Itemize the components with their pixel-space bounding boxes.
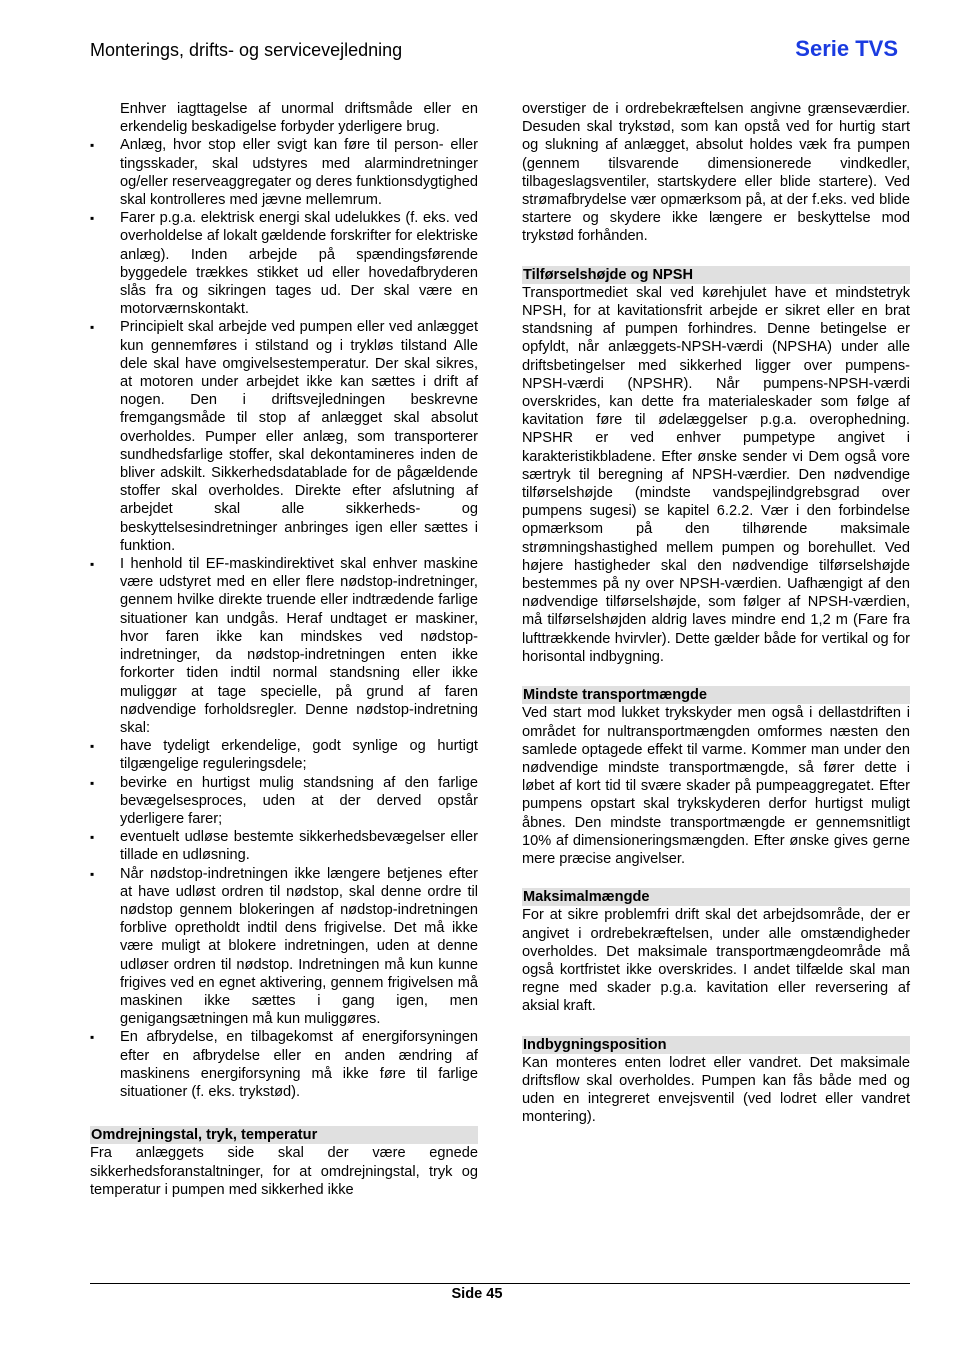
safety-bullet-list: [90, 136, 478, 1101]
section-text: Kan monteres enten lodret eller vandret. Det maksimale driftsflow skal overholdes. Pumpen kan fås både med og uden en integreret envejsventil (ved lodret eller vandret montering).: [522, 1054, 910, 1126]
bullet-item: ▪ Anlæg, hvor stop eller svigt kan føre til person- eller tingsskader, skal udstyres med alarmindretninger og/eller reserveaggregater og deres funktionsdygtighed skal kontrolleres med jævne mellemrum.: [90, 136, 478, 209]
bullet-item: ▪ En afbrydelse, en tilbagekomst af energiforsyningen efter en afbrydelse eller en anden ændring af maskinens energiforsyning må ikke føre til farlige situationer (f. eks. trykstød).: [90, 1028, 478, 1101]
bullet-item: ▪ I henhold til EF-maskindirektivet skal enhver maskine være udstyret med en eller flere nødstop-indretninger, gennem hvilke direkte truende eller indtrædende farlige situationer kan undgås. Heraf undtaget er maskiner, hvor faren ikke kan mindskes ved nødstop-indretninger, da nødstop-indretningen enten ikke forkorter tiden indtil normal standsning eller ikke muliggør at tage specielle, på grund af faren nødvendige forholdsregler. Denne nødstop-indretning skal:: [90, 555, 478, 737]
left-column: [90, 100, 478, 1199]
section-heading: Tilførselshøjde og NPSH: [522, 266, 910, 284]
series-title: Serie TVS: [795, 36, 898, 61]
footer-divider: [90, 1283, 910, 1284]
section-heading: Omdrejningstal, tryk, temperatur: [90, 1126, 478, 1144]
bullet-item: ▪ bevirke en hurtigst mulig standsning af den farlige bevægelsesproces, uden at der derved opstår yderligere farer;: [90, 774, 478, 829]
bullet-item: ▪ Principielt skal arbejde ved pumpen eller ved anlægget kun gennemføres i stilstand og i trykløs tilstand Alle dele skal have omgivelsestemperatur. Der skal sikres, at motoren under arbejdet ikke kan sættes i drift af nogen. Den i driftsvejledningen beskrevne fremgangsmåde til stop af anlægget skal absolut overholdes. Pumper eller anlæg, som transporterer sundhedsfarlige stoffer, skal dekontamineres inden de bliver adskilt. Sikkerhedsdatablade for de pågældende stoffer skal overholdes. Direkte efter afslutning af arbejdet skal alle sikkerheds- og beskyttelsesindretninger anbringes igen eller sættes i funktion.: [90, 318, 478, 555]
section-heading: Mindste transportmængde: [522, 686, 910, 704]
bullet-item: ▪ eventuelt udløse bestemte sikkerhedsbevægelser eller tillade en udløsning.: [90, 828, 478, 864]
section-heading: Maksimalmængde: [522, 888, 910, 906]
page-number: Side 45: [451, 1286, 503, 1302]
right-column: [522, 100, 910, 1127]
bullet-item: ▪ Når nødstop-indretningen ikke længere betjenes efter at have udløst ordren til nødstop, skal denne ordre til nødstop gennem blokeringen af nødstop-indretningen forblive opretholdt indtil dens frigivelse. Det må ikke være muligt at blokere indretningen, uden at denne udløser ordren til nødstop. Indretningen må kun kunne frigives ved en egnet aktivering, gennem frigivelsen må maskinen ikke sættes i gang igen, men genigangsætningen må kun muliggøres.: [90, 865, 478, 1029]
section-text: Transportmediet skal ved kørehjulet have et mindstetryk NPSH, for at kavitationsfrit arbejde er sikret eller en brat standsning af pumpen forhindres. Denne betingelse er opfyldt, når anlæggets-NPSH-værdi (NPSHA) under alle driftsbetingelser med sikkerhed ligger over pumpens-NPSH-værdi (NPSHR). Når pumpens-NPSH-værdi overskrides, kan dette fra materialeskader som følge af kavitation føre til ødelæggelser p.g.a. overophedning. NPSHR er ved enhver pumpetype angivet i karakteristikbladene. Efter ønske sender vi Dem også vore særtryk til beregning af NPSH-værdier. Den nødvendige tilførselshøjde (mindste vandspejlindgrebsgrad over pumpens sugesi) se kapitel 6.2.2. Vær i den forbindelse opmærksom på den tilhørende maksimale strømningshastighed mellem pumpen og borehullet. Ved højere hastigheder skal den nødvendige tilførselshøjde bestemmes på ny over NPSH-værdien. Uafhængigt af den nødvendige tilførselshøjde, som følger af NPSH-værdien, må tilførselshøjden aldrig laves mindre end 1,2 m (Fare fra lufttrækkende hvirvler). Dette gælder både for vertikal og for horisontal indbygning.: [522, 284, 910, 665]
section-heading: Indbygningsposition: [522, 1036, 910, 1054]
bullet-item: ▪ have tydeligt erkendelige, godt synlige og hurtigt tilgængelige reguleringsdele;: [90, 737, 478, 773]
document-title: Monterings, drifts- og servicevejledning: [90, 40, 403, 60]
continuation-paragraph: overstiger de i ordrebekræftelsen angivne grænseværdier. Desuden skal trykstød, som kan opstå ved for hurtig start og slukning af anlægget, absolut holdes væk fra pumpen (gennem tilsvarende dimensionerede vindkedler, tilbageslagsventiler, startskydere eller blide startere). Ved strømafbrydelse vær opmærksom på, at der f.eks. ved blide startere og skydere ikke længere er beskyttelse mod trykstød forhånden.: [522, 101, 910, 245]
bullet-item: ▪ Farer p.g.a. elektrisk energi skal udelukkes (f. eks. ved overholdelse af lokalt gældende forskrifter for elektriske anlæg). Inden arbejde på spændingsførende byggedele trækkes stikket ud eller hovedafbryderen slås fra og sikringen tages ud. Der skal være en motorværnskontakt.: [90, 209, 478, 318]
intro-paragraph: Enhver iagttagelse af unormal driftsmåde eller en erkendelig beskadigelse forbyder yderligere brug.: [120, 101, 478, 136]
section-text: Fra anlæggets side skal der være egnede sikkerhedsforanstaltninger, for at omdrejningstal, tryk og temperatur i pumpen med sikkerhed ikke: [90, 1145, 478, 1198]
section-text: Ved start mod lukket trykskyder men også i dellastdriften i området for nultransportmængden omformes næsten den samlede optagede effekt til varme. Kommer man under den nødvendige mindste transportmængde, så fører dette i løbet af kort tid til svære skader på pumpeaggregatet. Efter pumpens opstart skal trykskyderen derfor hurtigst muligt åbnes. Den mindste transportmængde er gennemsnitligt 10% af dimensioneringsmængden. Efter ønske gives gerne mere præcise angivelser.: [522, 705, 910, 867]
section-text: For at sikre problemfri drift skal det arbejdsområde, der er angivet i ordrebekræftelsen, under alle omstændigheder overholdes. Det maksimale transportmængdeområde må også kortfristet ikke overskrides. I andet tilfælde skal man regne med skader p.g.a. kavitation eller reversering af aksial kraft.: [522, 907, 910, 1015]
